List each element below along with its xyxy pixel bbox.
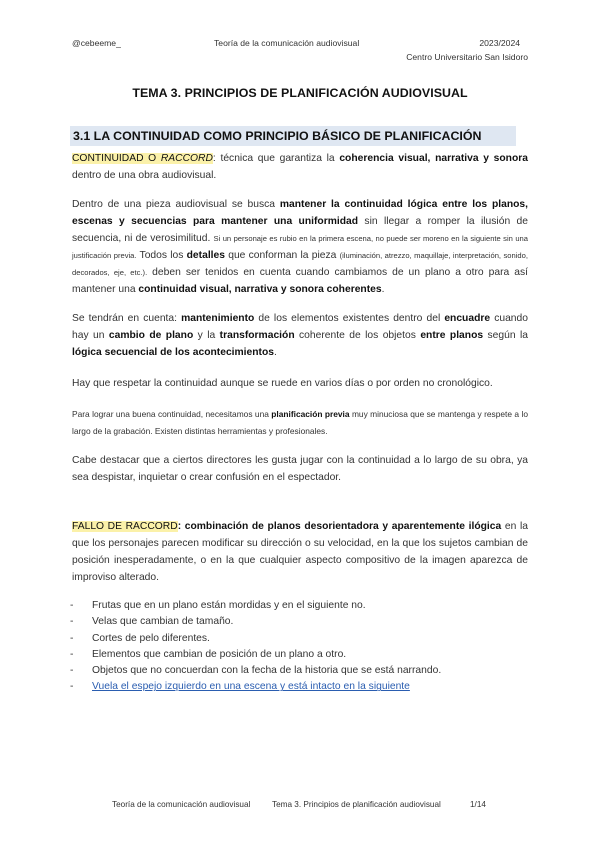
section-heading: 3.1 LA CONTINUIDAD COMO PRINCIPIO BÁSICO DE PLANIFICACIÓN bbox=[70, 126, 516, 146]
footer-page-number: 1/14 bbox=[470, 800, 486, 809]
paragraph-continuidad: CONTINUIDAD O RACCORD: técnica que garantiza la coherencia visual, narrativa y sonora dentro de una obra audiovisual. bbox=[72, 153, 528, 181]
header-year: 2023/2024 bbox=[479, 38, 520, 48]
paragraph-pieza-audiovisual: Dentro de una pieza audiovisual se busca mantener la continuidad lógica entre los planos, escenas y secuencias para mantener una uniformidad sin llegar a romper la ilusión de secuencia, ni de verosimilitud. Si un personaje es rubio en la primera escena, no puede ser moreno en la siguiente sin una justificación previa. Todos los detalles que conforman la pieza (iluminación, atrezzo, maquillaje, interpretación, sonido, decorados, eje, etc.). deben ser tenidos en cuenta cuando cambiamos de un plano a otro para así mantener una continuidad visual, narrativa y sonora coherentes. bbox=[72, 199, 529, 295]
paragraph-planificacion: Para lograr una buena continuidad, necesitamos una planificación previa muy minuciosa que se mantenga y respete a lo largo de la grabación. Existen distintas herramientas y profesionales. bbox=[72, 409, 528, 436]
header-center: Centro Universitario San Isidoro bbox=[406, 52, 528, 62]
list-item: - Objetos que no concuerdan con la fecha de la historia que se está narrando. bbox=[72, 663, 528, 679]
header-course: Teoría de la comunicación audiovisual bbox=[214, 38, 360, 48]
paragraph-fallo-raccord: FALLO DE RACCORD: combinación de planos desorientadora y aparentemente ilógica en la que los personajes parecen modificar su dirección o su velocidad, en la que los sujetos cambian de posición inesperadamente, o en la que cualquier aspecto compositivo de la imagen aparezca de improviso alterado. bbox=[72, 521, 528, 583]
list-item: - Velas que cambian de tamaño. bbox=[72, 614, 528, 630]
header-author: @cebeeme_ bbox=[72, 38, 121, 48]
espejo-link[interactable]: Vuela el espejo izquierdo en una escena y está intacto en la siguiente bbox=[92, 681, 410, 693]
list-item: - Cortes de pelo diferentes. bbox=[72, 631, 528, 647]
term-fallo-raccord: FALLO DE RACCORD bbox=[72, 521, 178, 532]
list-item-link bbox=[72, 679, 528, 695]
footer-course: Teoría de la comunicación audiovisual bbox=[112, 800, 251, 809]
footer-topic: Tema 3. Principios de planificación audiovisual bbox=[272, 800, 441, 809]
paragraph-directores: Cabe destacar que a ciertos directores les gusta jugar con la continuidad a lo largo de su obra, ya sea despistar, inquietar o crear confusión en el espectador. bbox=[72, 455, 528, 483]
term-continuidad: CONTINUIDAD O RACCORD bbox=[72, 153, 213, 164]
paragraph-respetar: Hay que respetar la continuidad aunque se ruede en varios días o por orden no cronológico. bbox=[72, 378, 493, 389]
paragraph-se-tendran: Se tendrán en cuenta: mantenimiento de los elementos existentes dentro del encuadre cuando hay un cambio de plano y la transformación coherente de los objetos entre planos según la lógica secuencial de los acontecimientos. bbox=[72, 313, 528, 358]
examples-list bbox=[72, 598, 528, 696]
list-item: - Frutas que en un plano están mordidas y en el siguiente no. bbox=[72, 598, 528, 614]
list-item: - Elementos que cambian de posición de un plano a otro. bbox=[72, 647, 528, 663]
page-title: TEMA 3. PRINCIPIOS DE PLANIFICACIÓN AUDIOVISUAL bbox=[132, 86, 468, 100]
